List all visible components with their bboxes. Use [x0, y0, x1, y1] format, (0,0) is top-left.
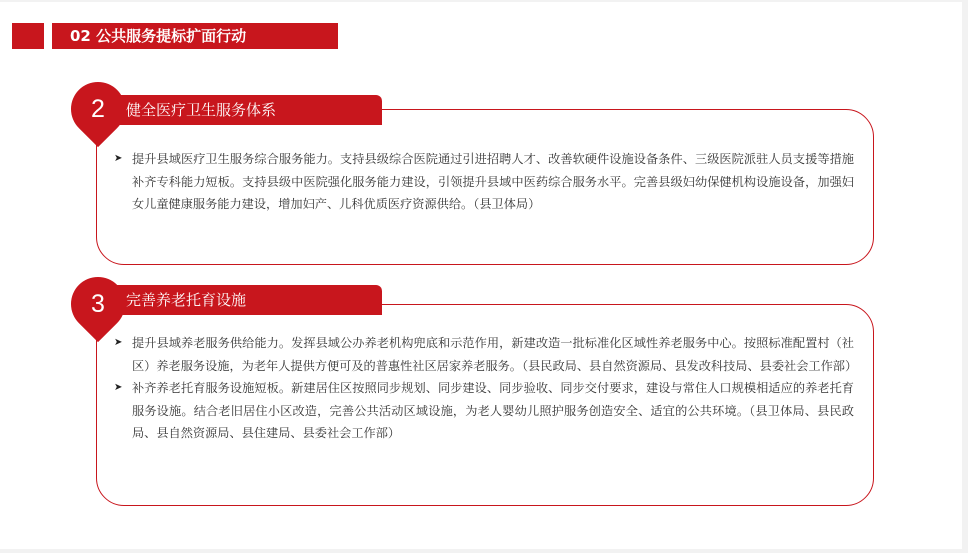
section-title-healthcare: 健全医疗卫生服务体系 — [110, 95, 382, 125]
arrow-bullet-icon: ➤ — [114, 153, 123, 164]
list-item — [114, 377, 854, 445]
slide — [0, 2, 962, 549]
arrow-bullet-icon: ➤ — [114, 382, 123, 394]
bullet-text: 提升县域医疗卫生服务综合服务能力。支持县级综合医院通过引进招聘人才、改善软硬件设施设备条件、三级医院派驻人员支援等措施补齐专科能力短板。支持县级中医院强化服务能力建设，引领提升县域中医药综合服务水平。完善县级妇幼保健机构设施设备，加强妇女儿童健康服务能力建设，增加妇产、儿科优质医疗资源供给。（县卫体局） — [132, 152, 854, 212]
section-number: 2 — [91, 95, 105, 123]
section-content-healthcare — [114, 148, 854, 216]
list-item — [114, 332, 858, 377]
arrow-bullet-icon: ➤ — [114, 337, 123, 348]
section-title-eldercare: 完善养老托育设施 — [110, 285, 382, 315]
header-accent-block — [12, 23, 44, 49]
bullet-text: 提升县域养老服务供给能力。发挥县域公办养老机构兜底和示范作用，新建改造一批标准化区域性养老服务中心。按照标准配置村（社区）养老服务设施，为老年人提供方便可及的普惠性社区居家养老服务。（县民政局、县自然资源局、县发改科技局、县委社会工作部） — [132, 336, 858, 373]
page-title: 02 公共服务提标扩面行动 — [52, 23, 338, 49]
list-item — [114, 148, 854, 216]
bullet-text: 补齐养老托育服务设施短板。新建居住区按照同步规划、同步建设、同步验收、同步交付要求，建设与常住人口规模相适应的养老托育服务设施。结合老旧居住小区改造，完善公共活动区域设施，为老人婴幼儿照护服务创造安全、适宜的公共环境。（县卫体局、县民政局、县自然资源局、县住建局、县委社会工作部） — [132, 381, 854, 441]
section-number: 3 — [91, 290, 105, 318]
section-content-eldercare — [114, 332, 858, 445]
